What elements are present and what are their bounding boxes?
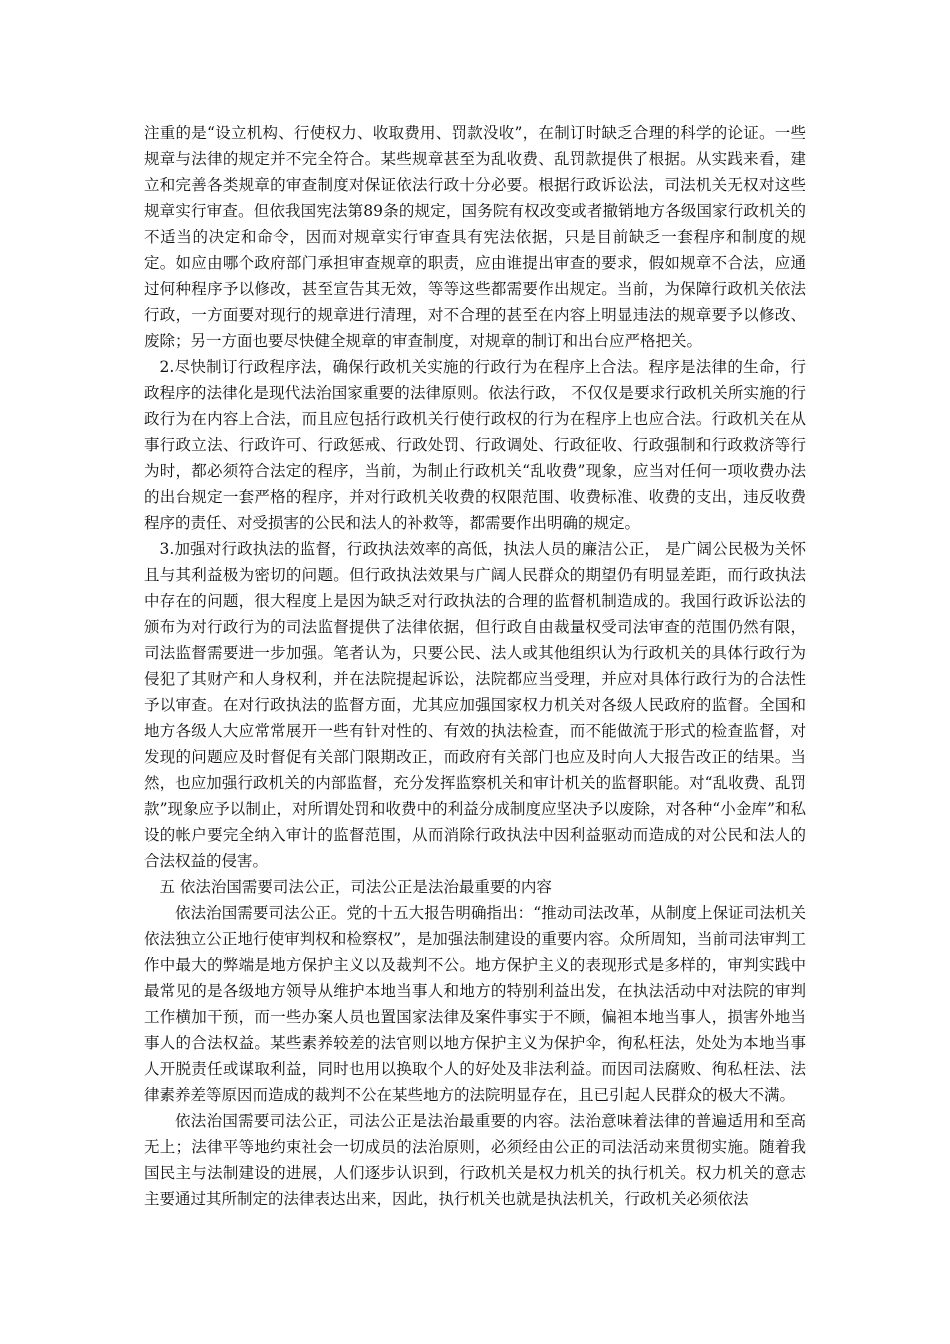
paragraph-judicial-fairness: 依法治国需要司法公正。党的十五大报告明确指出：“推动司法改革，从制度上保证司法机关依法独立公正地行使审判权和检察权”，是加强法制建设的重要内容。众所周知，当前司法审判工作中最大的弊端是地方保护主义以及裁判不公。地方保护主义的表现形式是多样的，审判实践中最常见的是各级地方领导从维护本地当事人和地方的特别利益出发，在执法活动中对法院的审判工作横加干预，而一些办案人员也置国家法律及案件事实于不顾，偏袒本地当事人，损害外地当事人的合法权益。某些素养较差的法官则以地方保护主义为保护伞，徇私枉法，处处为本地当事人开脱责任或谋取利益，同时也用以换取个人的好处及非法利益。而因司法腐败、徇私枉法、法律素养差等原因而造成的裁判不公在某些地方的法院明显存在，且已引起人民群众的极大不满。 (144, 904, 806, 1104)
paragraph-rule-of-law: 依法治国需要司法公正，司法公正是法治最重要的内容。法治意味着法律的普遍适用和至高无上；法律平等地约束社会一切成员的法治原则，必须经由公正的司法活动来贯彻实施。随着我国民主与法制建设的进展，人们逐步认识到，行政机关是权力机关的执行机关。权力机关的意志主要通过其所制定的法律表达出来，因此，执行机关也就是执法机关，行政机关必须依法 (144, 1112, 806, 1208)
paragraph-continuation: 注重的是“设立机构、行使权力、收取费用、罚款没收”，在制订时缺乏合理的科学的论证。一些规章与法律的规定并不完全符合。某些规章甚至为乱收费、乱罚款提供了根据。从实践来看，建立和完善各类规章的审查制度对保证依法行政十分必要。根据行政诉讼法，司法机关无权对这些规章实行审查。但依我国宪法第89条的规定，国务院有权改变或者撤销地方各级国家行政机关的不适当的决定和命令，因而对规章实行审查具有宪法依据，只是目前缺乏一套程序和制度的规定。如应由哪个政府部门承担审查规章的职责，应由谁提出审查的要求，假如规章不合法，应通过何种程序予以修改，甚至宣告其无效，等等这些都需要作出规定。当前，为保障行政机关依法行政，一方面要对现行的规章进行清理，对不合理的甚至在内容上明显违法的规章要予以修改、废除；另一方面也要尽快健全规章的审查制度，对规章的制订和出台应严格把关。 (144, 124, 806, 350)
paragraph-point-2: 2.尽快制订行政程序法，确保行政机关实施的行政行为在程序上合法。程序是法律的生命，行政程序的法律化是现代法治国家重要的法律原则。依法行政， 不仅仅是要求行政机关所实施的行政行为在内容上合法，而且应包括行政机关行使行政权的行为在程序上也应合法。行政机关在从事行政立法、行政许可、行政惩戒、行政处罚、行政调处、行政征收、行政强制和行政救济等行为时，都必须符合法定的程序，当前，为制止行政机关“乱收费”现象，应当对任何一项收费办法的出台规定一套严格的程序，并对行政机关收费的权限范围、收费标准、收费的支出，违反收费程序的责任、对受损害的公民和法人的补救等，都需要作出明确的规定。 (144, 358, 806, 532)
document-body (144, 120, 806, 1212)
paragraph-point-3: 3.加强对行政执法的监督，行政执法效率的高低，执法人员的廉洁公正， 是广阔公民极为关怀且与其利益极为密切的问题。但行政执法效果与广阔人民群众的期望仍有明显差距，而行政执法中存在的问题，很大程度上是因为缺乏对行政执法的合理的监督机制造成的。我国行政诉讼法的颁布为对行政行为的司法监督提供了法律依据，但行政自由裁量权受司法审查的范围仍然有限，司法监督需要进一步加强。笔者认为，只要公民、法人或其他组织认为行政机关的具体行政行为侵犯了其财产和人身权利，并在法院提起诉讼，法院都应当受理，并应对具体行政行为的合法性予以审查。在对行政执法的监督方面，尤其应加强国家权力机关对各级人民政府的监督。全国和地方各级人大应常常展开一些有针对性的、有效的执法检查，而不能做流于形式的检查监督，对发现的问题应及时督促有关部门限期改正，而政府有关部门也应及时向人大报告改正的结果。当然，也应加强行政机关的内部监督，充分发挥监察机关和审计机关的监督职能。对“乱收费、乱罚款”现象应予以制止，对所谓处罚和收费中的利益分成制度应坚决予以废除，对各种“小金库”和私设的帐户要完全纳入审计的监督范围，从而消除行政执法中因利益驱动而造成的对公民和法人的合法权益的侵害。 (144, 540, 806, 870)
section-heading: 五 依法治国需要司法公正，司法公正是法治最重要的内容 (159, 878, 552, 896)
